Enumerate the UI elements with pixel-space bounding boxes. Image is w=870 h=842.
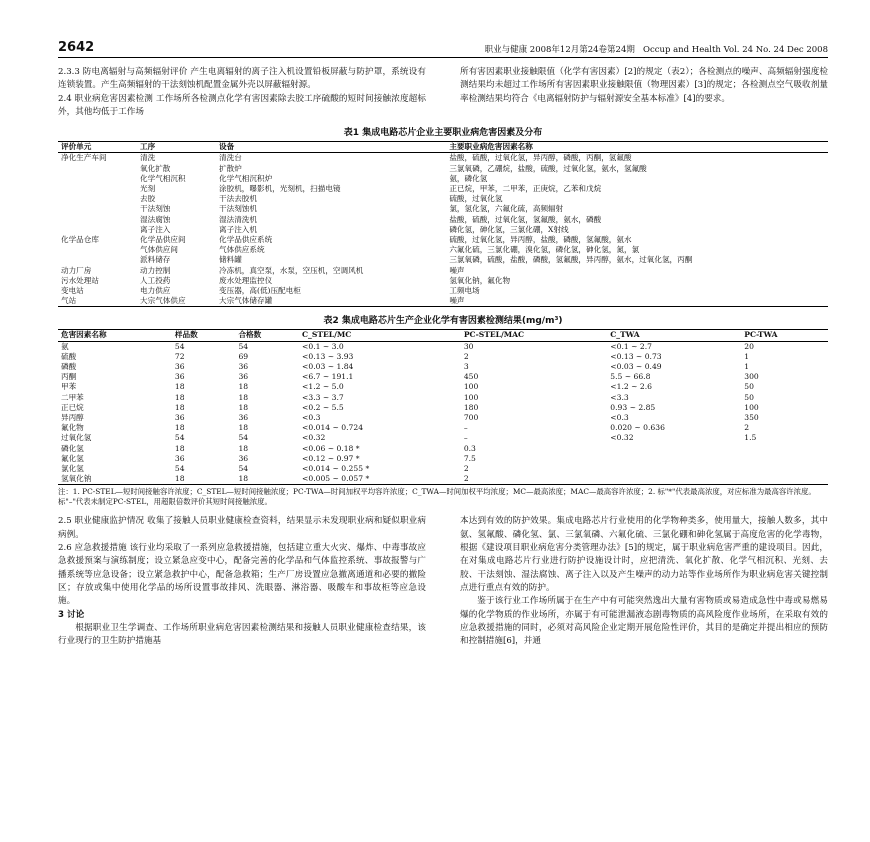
table-cell: 36 (174, 453, 185, 463)
table-cell: 盐酸，硫酸，过氧化氢，氢氟酸，氨水，磷酸 (449, 214, 602, 224)
table-cell: 化学气相沉积炉 (219, 173, 273, 183)
table-cell: 1.5 (744, 433, 757, 443)
table-cell (607, 474, 741, 485)
table-cell: 硫酸 (61, 351, 77, 361)
table-cell: 18 (174, 382, 185, 392)
table-cell: 气体供应间 (140, 245, 178, 255)
table-cell: <0.13 ~ 3.93 (302, 351, 354, 361)
table-cell: 54 (238, 464, 249, 474)
table-cell: <0.014 ~ 0.255 * (302, 464, 370, 474)
table-cell: 0.93 ~ 2.85 (610, 402, 656, 412)
table-cell: 100 (463, 392, 479, 402)
table-cell: 甲苯 (61, 382, 77, 392)
table-row (58, 362, 828, 372)
table-cell: 离子注入 (140, 224, 171, 234)
table-cell: <3.3 (610, 392, 629, 402)
table-cell: 54 (174, 341, 185, 351)
table-cell: 化学品供应间 (140, 235, 186, 245)
table-cell (607, 464, 741, 474)
table-cell: 18 (238, 443, 249, 453)
table-cell: 36 (174, 413, 185, 423)
journal-citation (485, 43, 828, 55)
table-cell: 氟化物 (61, 423, 84, 433)
table-cell: 磷化氢 (61, 443, 84, 453)
table-cell: 18 (238, 474, 249, 484)
table-cell: <0.3 (302, 413, 321, 423)
table-cell: 污水处理站 (61, 275, 99, 285)
table-row (58, 372, 828, 382)
table-cell: 化学品供应系统 (219, 235, 273, 245)
table-row (58, 276, 828, 286)
table-cell: 18 (174, 474, 185, 484)
table-cell: 变压器，高(低)压配电柜 (219, 286, 301, 296)
table-cell: <0.13 ~ 0.73 (610, 351, 662, 361)
page-number: 2642 (58, 40, 95, 55)
table-cell: 大宗气体储存罐 (219, 296, 273, 306)
table-cell (58, 225, 137, 235)
paragraph: 2.6 应急救援措施 该行业均采取了一系列应急救援措施，包括建立重大火灾、爆炸、中毒事故应急救援预案与演练制度；设立紧急应变中心，配备完善的化学品和气体监控系统、事故报警与广播系统等应急设备；设立紧急救护中心，配备急救箱；生产厂房设置应急撤离通道和必要的撤险区；存放或集中使用化学品的场所设置事故排风、洗眼器、淋浴器、吸酸车和事故柜等应急设施。 (58, 543, 426, 607)
table-cell: <0.005 ~ 0.057 * (302, 474, 370, 484)
table-cell: 气站 (61, 296, 77, 306)
table-cell: 噪声 (449, 265, 465, 275)
table-cell: – (463, 423, 468, 433)
table-cell: 化学品仓库 (61, 235, 99, 245)
table-cell: 六氟化硫，三氯化硼，溴化氢，磷化氢，砷化氢，氮，氯 (449, 245, 640, 255)
top-left-column (58, 66, 426, 119)
table1-header-cell: 评价单元 (61, 142, 92, 152)
table-cell: 电力供应 (140, 286, 171, 296)
table2 (58, 329, 828, 485)
table-row (58, 286, 828, 296)
paragraph: 鉴于该行业工作场所属于在生产中有可能突然逸出大量有害物质或易造成急性中毒或易燃易爆的化学物质的作业场所，亦属于有可能泄漏液态剧毒物质的高风险度作业场所，在采取有效的应急救援措施的同时，必须对高风险企业定期开展危险性评价，其目的是确定并提出相应的预防和控制措施[6]，并通 (460, 596, 828, 647)
table-cell: 净化生产车间 (61, 153, 107, 163)
table-cell: 派料储存 (140, 255, 171, 265)
paragraph: 本达到有效的防护效果。集成电路芯片行业使用的化学物种类多，使用量大，接触人数多，其中氨、氢氟酸、磷化氢、氯、三氯氧磷、六氟化硫、三氯化硼和砷化氢属于高度危害的化学毒物，根据《建设项目职业病危害分类管理办法》[5]的规定，属于职业病危害严重的建设项目。因此，在对集成电路芯片行业进行防护设施设计时，应把清洗、氧化扩散、化学气相沉积、光刻、去胶、干法刻蚀、湿法腐蚀、离子注入以及产生噪声的动力站等作业场所作为职业病危害关键控制点进行重点有效的防护。 (460, 516, 828, 593)
table-cell (58, 194, 137, 204)
table-cell: 湿法清洗机 (219, 214, 257, 224)
table-cell: 30 (463, 341, 474, 351)
table2-header-cell: C_TWA (610, 330, 640, 340)
table-row (58, 382, 828, 392)
table-row (58, 164, 828, 174)
table-row (58, 153, 828, 164)
table-cell (58, 215, 137, 225)
table-cell: <1.2 ~ 2.6 (610, 382, 652, 392)
table-row (58, 174, 828, 184)
table-cell (58, 184, 137, 194)
paragraph: 2.4 职业病危害因素检测 工作场所各检测点化学有害因素除去胶工序硫酸的短时间接触浓度超标外，其他均低于工作场 (58, 93, 426, 117)
table-cell: 氧化扩散 (140, 163, 171, 173)
table-cell: 54 (174, 464, 185, 474)
table-cell: 50 (744, 392, 754, 402)
paper-page (58, 40, 828, 820)
table-cell: 180 (463, 402, 479, 412)
table-cell: 350 (744, 413, 759, 423)
top-columns (58, 66, 828, 119)
table-cell: 54 (174, 433, 185, 443)
table-row (58, 215, 828, 225)
table-cell (741, 454, 828, 464)
table-cell: 5.5 ~ 66.8 (610, 372, 651, 382)
table-cell: 储料罐 (219, 255, 242, 265)
table-row (58, 464, 828, 474)
table-cell: 硫酸，过氧化氢，异丙醇，盐酸，磷酸，氢氟酸，氨水 (449, 235, 632, 245)
table-cell: <6.7 ~ 191.1 (302, 372, 354, 382)
table-cell: 1 (744, 362, 750, 372)
table-row (58, 423, 828, 433)
table-cell: 36 (174, 362, 185, 372)
table-cell: 干法刻蚀机 (219, 204, 257, 214)
table-cell: 69 (238, 351, 249, 361)
table-row (58, 474, 828, 485)
table-cell: 3 (463, 362, 469, 372)
table-cell: 离子注入机 (219, 224, 257, 234)
table-cell: 300 (744, 372, 759, 382)
table1-header-cell: 工序 (140, 142, 156, 152)
table-cell: 三氯氧磷，乙硼烷，盐酸，硫酸，过氧化氢，氨水，氢氟酸 (449, 163, 647, 173)
table-cell: <0.32 (610, 433, 634, 443)
table-cell (741, 444, 828, 454)
table2-note: 注：1. PC-STEL—短时间接触容许浓度；C_STEL—短时间接触浓度；PC-TWA—时间加权平均容许浓度；C_TWA—时间加权平均浓度；MC—最高浓度；MAC—最高容许浓度；2. 标"*"代表最高浓度，对应标准为最高容许浓度。标"–"代表未制定PC-STEL，用超限倍数评价其短时间接触浓度。 (58, 487, 816, 507)
table-cell (607, 444, 741, 454)
table-cell: 氢氧化钠，氟化物 (449, 275, 511, 285)
running-header (58, 40, 828, 58)
table-cell: 54 (238, 433, 249, 443)
table-cell: 硫酸，过氧化氢 (449, 194, 503, 204)
table1-header-cell: 主要职业病危害因素名称 (449, 142, 533, 152)
table-cell: <0.2 ~ 5.5 (302, 402, 344, 412)
table-cell: <0.1 ~ 3.0 (302, 341, 344, 351)
table-cell: 氨 (61, 341, 69, 351)
table-cell (607, 454, 741, 464)
table-cell: <0.014 ~ 0.724 (302, 423, 364, 433)
table-cell: 变电站 (61, 286, 84, 296)
table2-header-cell: 危害因素名称 (61, 330, 107, 340)
table-cell (58, 245, 137, 255)
table-cell: 工频电场 (449, 286, 480, 296)
table-row (58, 235, 828, 245)
table-cell: 2 (744, 423, 750, 433)
table-cell: 18 (174, 392, 185, 402)
paragraph: 2.5 职业健康监护情况 收集了接触人员职业健康检查资料，结果显示未发现职业病和疑似职业病病例。 (58, 516, 426, 540)
table2-header-cell: PC-STEL/MAC (463, 330, 525, 340)
table-cell: 正已烷 (61, 402, 84, 412)
table-cell: 清洗 (140, 153, 156, 163)
paragraph: 2.3.3 防电离辐射与高频辐射评价 产生电离辐射的离子注入机设置铅板屏蔽与防护罩，系统设有连锁装置。产生高频辐射的干法刻蚀机配置金属外壳以屏蔽辐射源。 (58, 67, 426, 91)
table-cell: 100 (463, 382, 479, 392)
table-cell: 气体供应系统 (219, 245, 265, 255)
table-row (58, 454, 828, 464)
table-row (58, 255, 828, 265)
table-cell (741, 474, 828, 485)
table-cell: 18 (238, 392, 249, 402)
table-cell: 36 (238, 372, 249, 382)
table-cell: 18 (238, 402, 249, 412)
table-cell: <0.1 ~ 2.7 (610, 341, 652, 351)
table-cell: 18 (238, 382, 249, 392)
table-cell: 18 (174, 402, 185, 412)
table-cell: <0.3 (610, 413, 629, 423)
table-cell: 磷化氢，砷化氢，三氯化硼，X射线 (449, 224, 569, 234)
table-cell: 450 (463, 372, 479, 382)
table2-header-cell: 样品数 (174, 330, 198, 340)
table-cell: 正已烷，甲苯，二甲苯，正庚烷，乙苯和戊烷 (449, 184, 602, 193)
table-cell: 人工投药 (140, 275, 171, 285)
bottom-columns (58, 515, 828, 648)
table-cell (741, 464, 828, 474)
table-cell: 盐酸，硫酸，过氧化氢，异丙醇，磷酸，丙酮，氢氟酸 (449, 153, 632, 163)
table-cell: <0.03 ~ 1.84 (302, 362, 354, 372)
table1-header-cell: 设备 (219, 142, 235, 152)
table-row (58, 341, 828, 352)
table-row (58, 352, 828, 362)
table-cell: 湿法腐蚀 (140, 214, 171, 224)
table-cell: 过氧化氢 (61, 433, 92, 443)
bottom-left-column (58, 515, 426, 648)
table-cell: <0.06 ~ 0.18 * (302, 443, 360, 453)
table-cell: <0.12 ~ 0.97 * (302, 453, 360, 463)
journal-cn: 职业与健康 2008年12月第24卷第24期 (484, 45, 635, 55)
table-row (58, 403, 828, 413)
table2-header-cell: C_STEL/MC (302, 330, 352, 340)
table-cell: 18 (238, 423, 249, 433)
table-row (58, 413, 828, 423)
table-cell: 氯，氢化氢，六氟化硫，高频辐射 (449, 204, 564, 214)
table-cell (58, 164, 137, 174)
table-cell: 丙酮 (61, 372, 77, 382)
table-cell: 化学气相沉积 (140, 173, 186, 183)
table-cell: 氢氧化钠 (61, 474, 92, 484)
table-cell: 噪声 (449, 296, 465, 306)
bottom-right-column (460, 515, 828, 648)
table-cell: – (463, 433, 468, 443)
table-cell: 0.020 ~ 0.636 (610, 423, 665, 433)
table-cell: 异丙醇 (61, 413, 84, 423)
table-cell: 磷酸 (61, 362, 77, 372)
table-cell: 2 (463, 351, 469, 361)
table-cell: 20 (744, 341, 754, 351)
paragraph: 根据职业卫生学调查、工作场所职业病危害因素检测结果和接触人员职业健康检查结果，该行业现行的卫生防护措施基 (58, 622, 426, 647)
table-cell: 动力控制 (140, 265, 171, 275)
table-cell: 36 (238, 413, 249, 423)
table-cell: 36 (238, 362, 249, 372)
table-cell: 清洗台 (219, 153, 242, 163)
table-row (58, 245, 828, 255)
table-row (58, 393, 828, 403)
table-cell: 干法去胶机 (219, 194, 257, 204)
table2-header-cell: PC-TWA (744, 330, 778, 340)
table-row (58, 433, 828, 443)
table-cell (58, 255, 137, 265)
table-cell: 0.3 (463, 443, 476, 453)
table-cell (58, 174, 137, 184)
table2-title: 表2 集成电路芯片生产企业化学有害因素检测结果(mg/m³) (323, 316, 563, 327)
table-row (58, 266, 828, 276)
table-cell: <3.3 ~ 3.7 (302, 392, 344, 402)
table1 (58, 141, 828, 307)
table-row (58, 204, 828, 214)
table-cell: 氟化氢 (61, 453, 84, 463)
table1-title: 表1 集成电路芯片企业主要职业病危害因素及分布 (343, 128, 543, 139)
table-row (58, 225, 828, 235)
section-heading: 3 讨论 (58, 609, 85, 620)
table-cell (58, 204, 137, 214)
table-cell: 36 (174, 372, 185, 382)
table-cell: 三氯氧磷，硫酸，盐酸，磷酸，氢氟酸，异丙醇，氨水，过氧化氢，丙酮 (449, 255, 693, 265)
table-cell: 54 (238, 341, 249, 351)
table-row (58, 194, 828, 204)
table-row (58, 296, 828, 307)
table-cell: 2 (463, 474, 469, 484)
table-cell: 大宗气体供应 (140, 296, 186, 306)
table-cell: 2 (463, 464, 469, 474)
table-cell: 涂胶机，曝影机，光刻机，扫描电镜 (219, 184, 341, 193)
table-cell: 氨，磷化氢 (449, 173, 488, 183)
top-right-column (460, 66, 828, 119)
table-cell: 动力厂房 (61, 265, 92, 275)
table-cell: 18 (174, 443, 185, 453)
table-row (58, 184, 828, 194)
table-cell: 36 (238, 453, 249, 463)
table-cell: 干法刻蚀 (140, 204, 171, 214)
paragraph: 所有害因素职业接触限值（化学有害因素）[2]的规定（表2）；各检测点的噪声、高频辐射强度检测结果均未超过工作场所有害因素职业接触限值（物理因素）[3]的规定；各检测点空气吸收剂量率检测结果均符合《电离辐射防护与辐射源安全基本标准》[4]的要求。 (460, 67, 828, 104)
table-cell: 700 (463, 413, 479, 423)
journal-en: Occup and Health Vol. 24 No. 24 Dec 2008 (643, 45, 828, 55)
table-row (58, 444, 828, 454)
table-cell: <0.03 ~ 0.49 (610, 362, 662, 372)
table-cell: 7.5 (463, 453, 476, 463)
table-cell: 18 (174, 423, 185, 433)
table-cell: 扩散炉 (219, 163, 242, 173)
table-cell: 去胶 (140, 194, 156, 204)
table-cell: 氯化氢 (61, 464, 84, 474)
table-cell: 100 (744, 402, 759, 412)
table-cell: 50 (744, 382, 754, 392)
table-cell: 冷冻机，真空泵，水泵，空压机，空调风机 (219, 265, 364, 275)
table-cell: 72 (174, 351, 185, 361)
table-cell: 光刻 (140, 184, 156, 193)
table-cell: 1 (744, 351, 750, 361)
table-cell: 二甲苯 (61, 392, 84, 402)
table-cell: 废水处理监控仪 (219, 275, 273, 285)
table2-header-cell: 合格数 (238, 330, 262, 340)
table-cell: <0.32 (302, 433, 326, 443)
table-cell: <1.2 ~ 5.0 (302, 382, 344, 392)
